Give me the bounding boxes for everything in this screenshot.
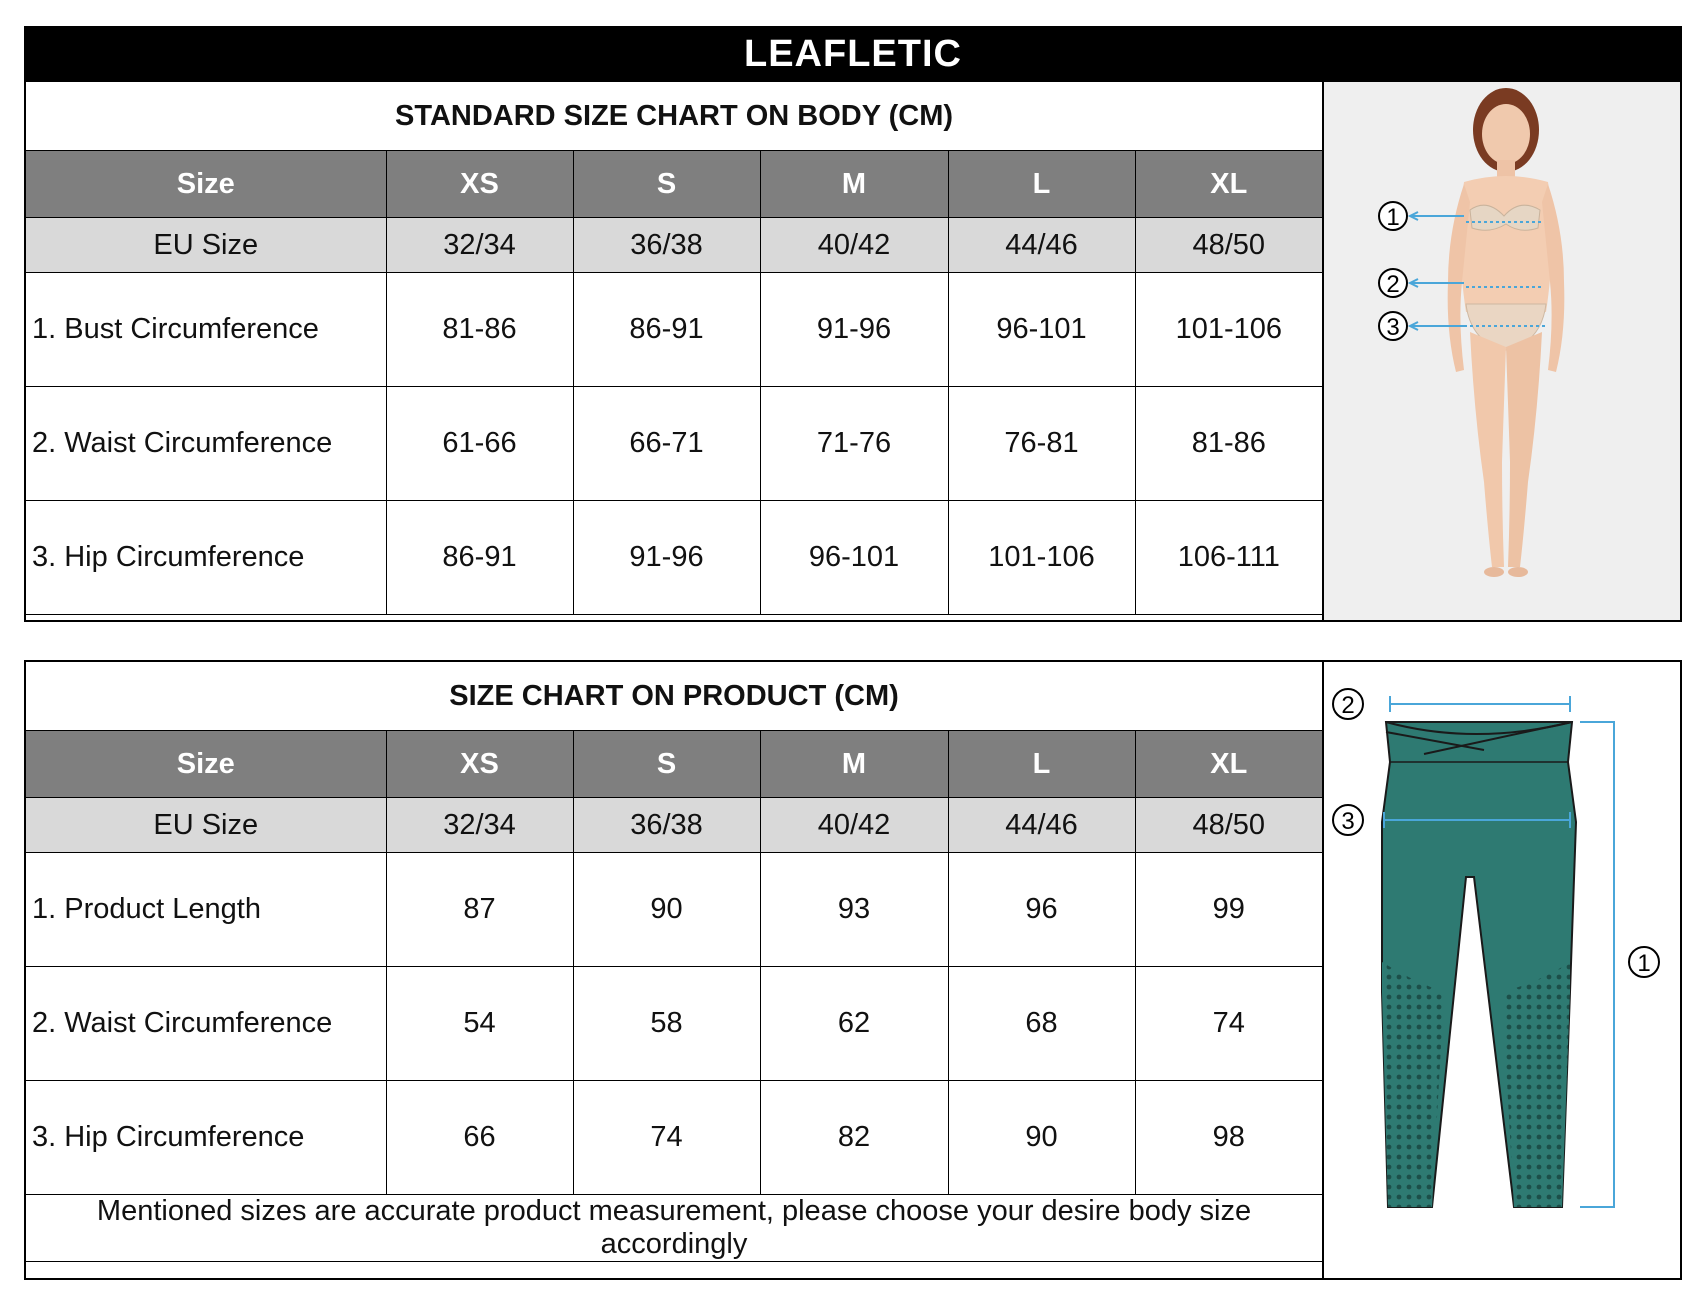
table-cell: EU Size bbox=[26, 798, 386, 853]
row-label: 2. Waist Circumference bbox=[26, 967, 386, 1081]
table-header-row bbox=[26, 731, 1322, 798]
legging-illustration bbox=[1322, 662, 1680, 1278]
brand-title: LEAFLETIC bbox=[24, 26, 1682, 82]
table-cell: 74 bbox=[573, 1081, 760, 1195]
header-cell: XL bbox=[1135, 151, 1322, 218]
marker-2-label: 2 bbox=[1386, 271, 1400, 298]
table-cell: 68 bbox=[948, 967, 1135, 1081]
table-cell: 86-91 bbox=[573, 273, 760, 387]
table-cell: 87 bbox=[386, 853, 573, 967]
table-cell: 36/38 bbox=[573, 218, 760, 273]
table-row bbox=[26, 967, 1322, 1081]
row-label: 2. Waist Circumference bbox=[26, 387, 386, 501]
table-cell: 48/50 bbox=[1135, 218, 1322, 273]
body-size-section bbox=[24, 82, 1682, 622]
table-cell: 40/42 bbox=[760, 218, 948, 273]
table-cell: 61-66 bbox=[386, 387, 573, 501]
table-cell: 101-106 bbox=[948, 501, 1135, 615]
header-cell: XL bbox=[1135, 731, 1322, 798]
table-cell: 40/42 bbox=[760, 798, 948, 853]
row-label: 3. Hip Circumference bbox=[26, 1081, 386, 1195]
header-cell: M bbox=[760, 731, 948, 798]
table-cell: 66 bbox=[386, 1081, 573, 1195]
table-cell: 91-96 bbox=[573, 501, 760, 615]
header-cell: XS bbox=[386, 151, 573, 218]
body-figure-icon bbox=[1324, 82, 1684, 622]
table-cell: 91-96 bbox=[760, 273, 948, 387]
row-label: 1. Bust Circumference bbox=[26, 273, 386, 387]
product-chart-title: SIZE CHART ON PRODUCT (CM) bbox=[26, 662, 1322, 731]
table-cell: 82 bbox=[760, 1081, 948, 1195]
table-row bbox=[26, 1081, 1322, 1195]
table-cell: 44/46 bbox=[948, 798, 1135, 853]
table-cell: 48/50 bbox=[1135, 798, 1322, 853]
table-cell: 71-76 bbox=[760, 387, 948, 501]
header-cell: S bbox=[573, 731, 760, 798]
body-size-table bbox=[26, 82, 1322, 615]
table-cell: 81-86 bbox=[1135, 387, 1322, 501]
table-row bbox=[26, 501, 1322, 615]
marker-2-label: 2 bbox=[1341, 692, 1355, 719]
table-cell: 54 bbox=[386, 967, 573, 1081]
body-chart-title: STANDARD SIZE CHART ON BODY (CM) bbox=[26, 82, 1322, 151]
header-cell: Size bbox=[26, 151, 386, 218]
header-cell: S bbox=[573, 151, 760, 218]
table-cell: 66-71 bbox=[573, 387, 760, 501]
header-cell: L bbox=[948, 731, 1135, 798]
eu-size-row bbox=[26, 218, 1322, 273]
table-cell: 101-106 bbox=[1135, 273, 1322, 387]
header-cell: Size bbox=[26, 731, 386, 798]
table-header-row bbox=[26, 151, 1322, 218]
table-cell: EU Size bbox=[26, 218, 386, 273]
marker-1-label: 1 bbox=[1637, 950, 1651, 977]
table-cell: 86-91 bbox=[386, 501, 573, 615]
table-row bbox=[26, 387, 1322, 501]
header-cell: XS bbox=[386, 731, 573, 798]
header-cell: M bbox=[760, 151, 948, 218]
table-cell: 90 bbox=[573, 853, 760, 967]
eu-size-row bbox=[26, 798, 1322, 853]
table-row bbox=[26, 273, 1322, 387]
row-label: 1. Product Length bbox=[26, 853, 386, 967]
header-cell: L bbox=[948, 151, 1135, 218]
table-cell: 76-81 bbox=[948, 387, 1135, 501]
body-model-illustration bbox=[1322, 82, 1680, 620]
table-cell: 32/34 bbox=[386, 798, 573, 853]
measurement-note: Mentioned sizes are accurate product measurement, please choose your desire body size accordingly bbox=[26, 1195, 1322, 1262]
table-cell: 74 bbox=[1135, 967, 1322, 1081]
marker-3-label: 3 bbox=[1341, 808, 1355, 835]
table-row bbox=[26, 853, 1322, 967]
table-cell: 93 bbox=[760, 853, 948, 967]
table-cell: 99 bbox=[1135, 853, 1322, 967]
table-cell: 44/46 bbox=[948, 218, 1135, 273]
table-cell: 90 bbox=[948, 1081, 1135, 1195]
product-size-section bbox=[24, 660, 1682, 1280]
product-size-table bbox=[26, 662, 1322, 1262]
table-cell: 96-101 bbox=[948, 273, 1135, 387]
table-cell: 96-101 bbox=[760, 501, 948, 615]
table-cell: 96 bbox=[948, 853, 1135, 967]
marker-1-label: 1 bbox=[1386, 204, 1400, 231]
marker-3-label: 3 bbox=[1386, 314, 1400, 341]
legging-icon bbox=[1324, 662, 1684, 1282]
table-cell: 58 bbox=[573, 967, 760, 1081]
table-cell: 32/34 bbox=[386, 218, 573, 273]
table-cell: 36/38 bbox=[573, 798, 760, 853]
table-cell: 98 bbox=[1135, 1081, 1322, 1195]
table-cell: 106-111 bbox=[1135, 501, 1322, 615]
table-cell: 62 bbox=[760, 967, 948, 1081]
row-label: 3. Hip Circumference bbox=[26, 501, 386, 615]
table-cell: 81-86 bbox=[386, 273, 573, 387]
